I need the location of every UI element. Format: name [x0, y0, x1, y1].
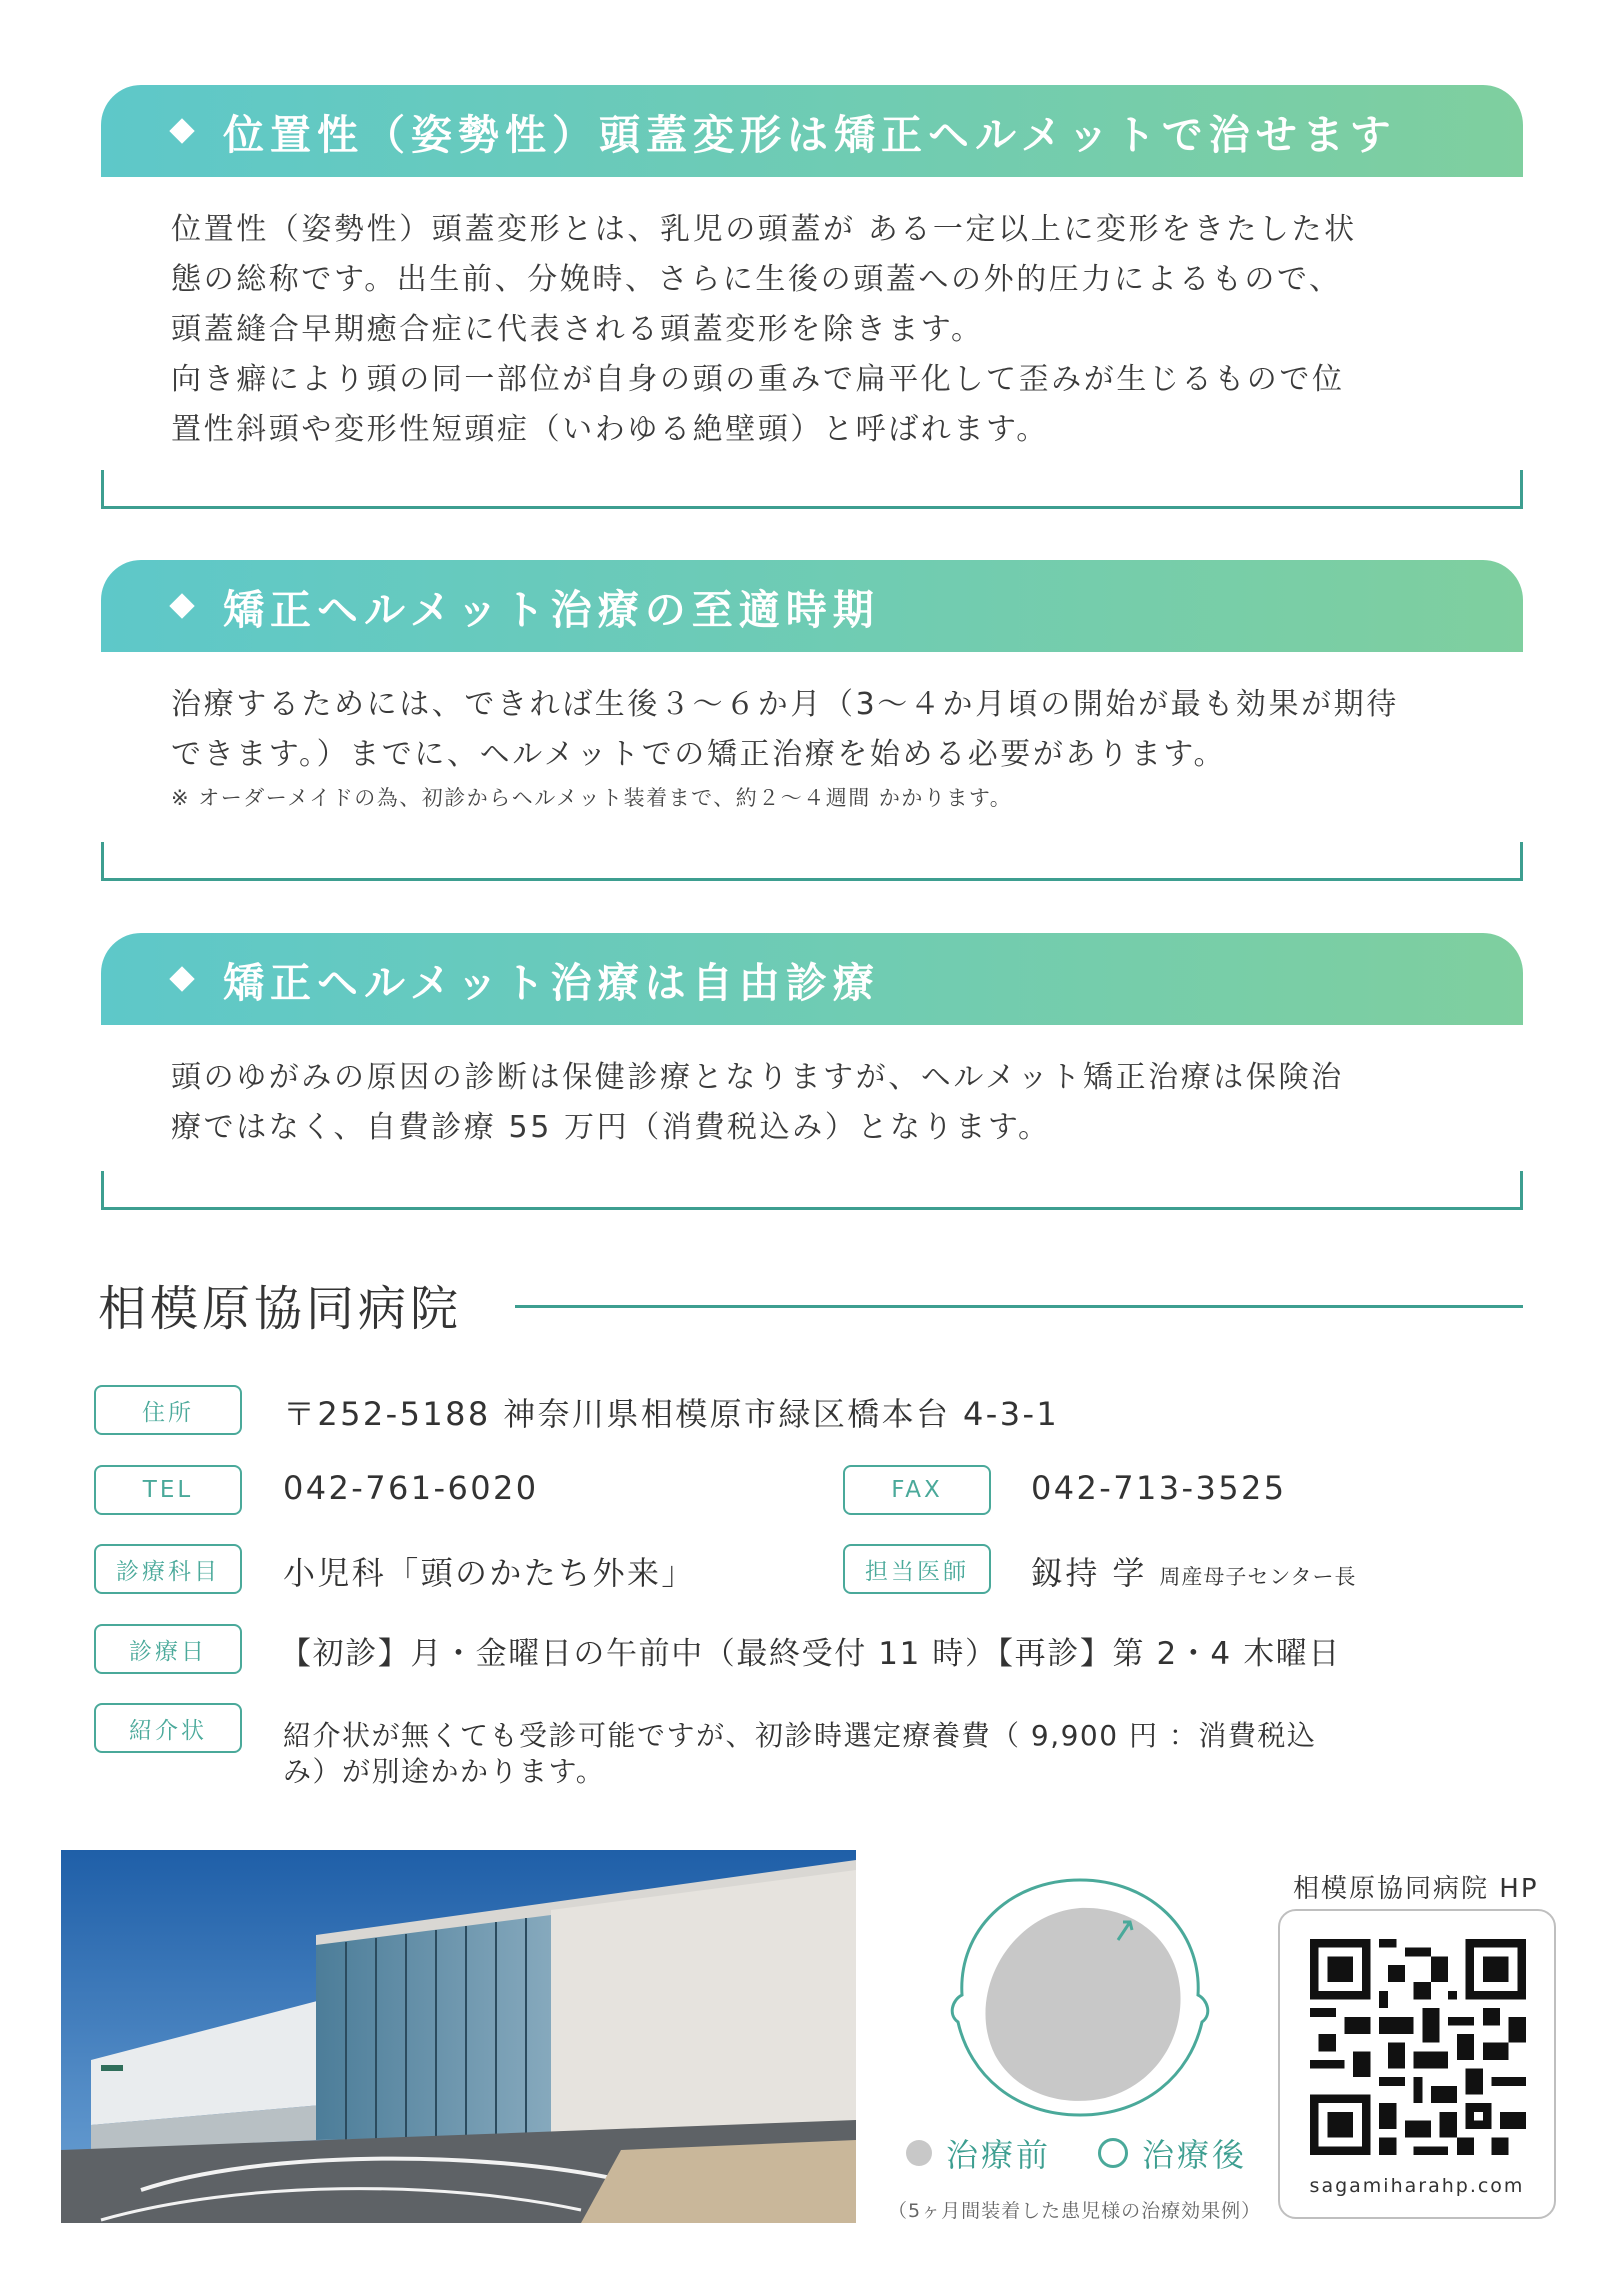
body-line: 向き癖により頭の同一部位が自身の頭の重みで扁平化して歪みが生じるもので位 — [171, 362, 1345, 397]
section-self-pay — [101, 933, 1523, 1153]
tel-value: 042-761-6020 — [283, 1469, 539, 1507]
body-line: できます。）までに、ヘルメットでの矯正治療を始める必要があります。 — [171, 737, 1227, 772]
body-line: 頭蓋縫合早期癒合症に代表される頭蓋変形を除きます。 — [171, 312, 984, 347]
before-label: 治療前 — [946, 2136, 1052, 2174]
referral-label: 紹介状 — [94, 1703, 242, 1753]
diamond-bullet-icon — [169, 593, 194, 618]
hospital-name: 相模原協同病院 — [98, 1281, 463, 1337]
doctor-name: 釼持 学 — [1031, 1554, 1147, 1592]
days-label: 診療日 — [94, 1624, 242, 1674]
qr-card — [1278, 1909, 1556, 2219]
outline-circle-icon — [1098, 2138, 1128, 2168]
section-body — [101, 652, 1523, 814]
doctor-label: 担当医師 — [843, 1544, 991, 1594]
section-body — [101, 1025, 1523, 1153]
doctor-title: 周産母子センター長 — [1159, 1565, 1357, 1589]
body-line: 治療するためには、できれば生後３～６か月（3～４か月頃の開始が最も効果が期待 — [171, 687, 1399, 722]
section-bracket — [101, 842, 1523, 881]
section-bracket — [101, 470, 1523, 509]
head-shape-illustration — [940, 1870, 1220, 2120]
section-header — [101, 560, 1523, 652]
body-note: ※ オーダーメイドの為、初診からヘルメット装着まで、約２～４週間 かかります。 — [171, 786, 1013, 810]
section-title: 矯正ヘルメット治療は自由診療 — [223, 958, 880, 1007]
section-title: 矯正ヘルメット治療の至適時期 — [223, 585, 880, 634]
section-positional-plagiocephaly — [101, 85, 1523, 455]
referral-line: 紹介状が無くても受診可能ですが、初診時選定療養費（ 9,900 円 ：消費税込 — [283, 1719, 1317, 1752]
section-title: 位置性（姿勢性）頭蓋変形は矯正ヘルメットで治せます — [223, 110, 1397, 159]
body-line: 位置性（姿勢性）頭蓋変形とは、乳児の頭蓋が ある一定以上に変形をきたした状 — [171, 212, 1357, 247]
section-header — [101, 85, 1523, 177]
address-value: 〒252-5188 神奈川県相模原市緑区橋本台 4-3-1 — [283, 1395, 1060, 1433]
after-label: 治療後 — [1142, 2136, 1248, 2174]
address-label: 住所 — [94, 1385, 242, 1435]
title-rule — [515, 1305, 1523, 1308]
body-line: 置性斜頭や変形性短頭症（いわゆる絶壁頭）と呼ばれます。 — [171, 412, 1049, 447]
hp-title: 相模原協同病院 HP — [1293, 1874, 1539, 1904]
body-line: 療ではなく、自費診療 55 万円（消費税込み）となります。 — [171, 1110, 1051, 1145]
legend-after — [1098, 2130, 1247, 2176]
diamond-bullet-icon — [169, 966, 194, 991]
days-value: 【初診】月・金曜日の午前中（最終受付 11 時）【再診】第 2・4 木曜日 — [280, 1636, 1342, 1672]
referral-line: み）が別途かかります。 — [283, 1755, 606, 1788]
body-line: 頭のゆがみの原因の診断は保健診療となりますが、ヘルメット矯正治療は保険治 — [171, 1060, 1344, 1095]
legend-before — [906, 2130, 1051, 2176]
filled-circle-icon — [906, 2140, 932, 2166]
body-line: 態の総称です。出生前、分娩時、さらに生後の頭蓋への外的圧力によるもので、 — [171, 262, 1342, 297]
department-value: 小児科「頭のかたち外来」 — [283, 1554, 696, 1592]
section-bracket — [101, 1171, 1523, 1210]
head-before-shape — [985, 1908, 1180, 2101]
hospital-building-photo — [61, 1850, 856, 2223]
section-body — [101, 177, 1523, 455]
section-header — [101, 933, 1523, 1025]
section-optimal-timing — [101, 560, 1523, 814]
diamond-bullet-icon — [169, 118, 194, 143]
fax-value: 042-713-3525 — [1031, 1469, 1287, 1507]
department-label: 診療科目 — [94, 1544, 242, 1594]
fax-label: FAX — [843, 1465, 991, 1515]
tel-label: TEL — [94, 1465, 242, 1515]
hp-url[interactable]: sagamiharahp.com — [1309, 2175, 1525, 2197]
qr-code-icon[interactable] — [1310, 1939, 1526, 2155]
illustration-caption: （5ヶ月間装着した患児様の治療効果例） — [888, 2200, 1262, 2222]
doctor-value — [1031, 1548, 1357, 1594]
